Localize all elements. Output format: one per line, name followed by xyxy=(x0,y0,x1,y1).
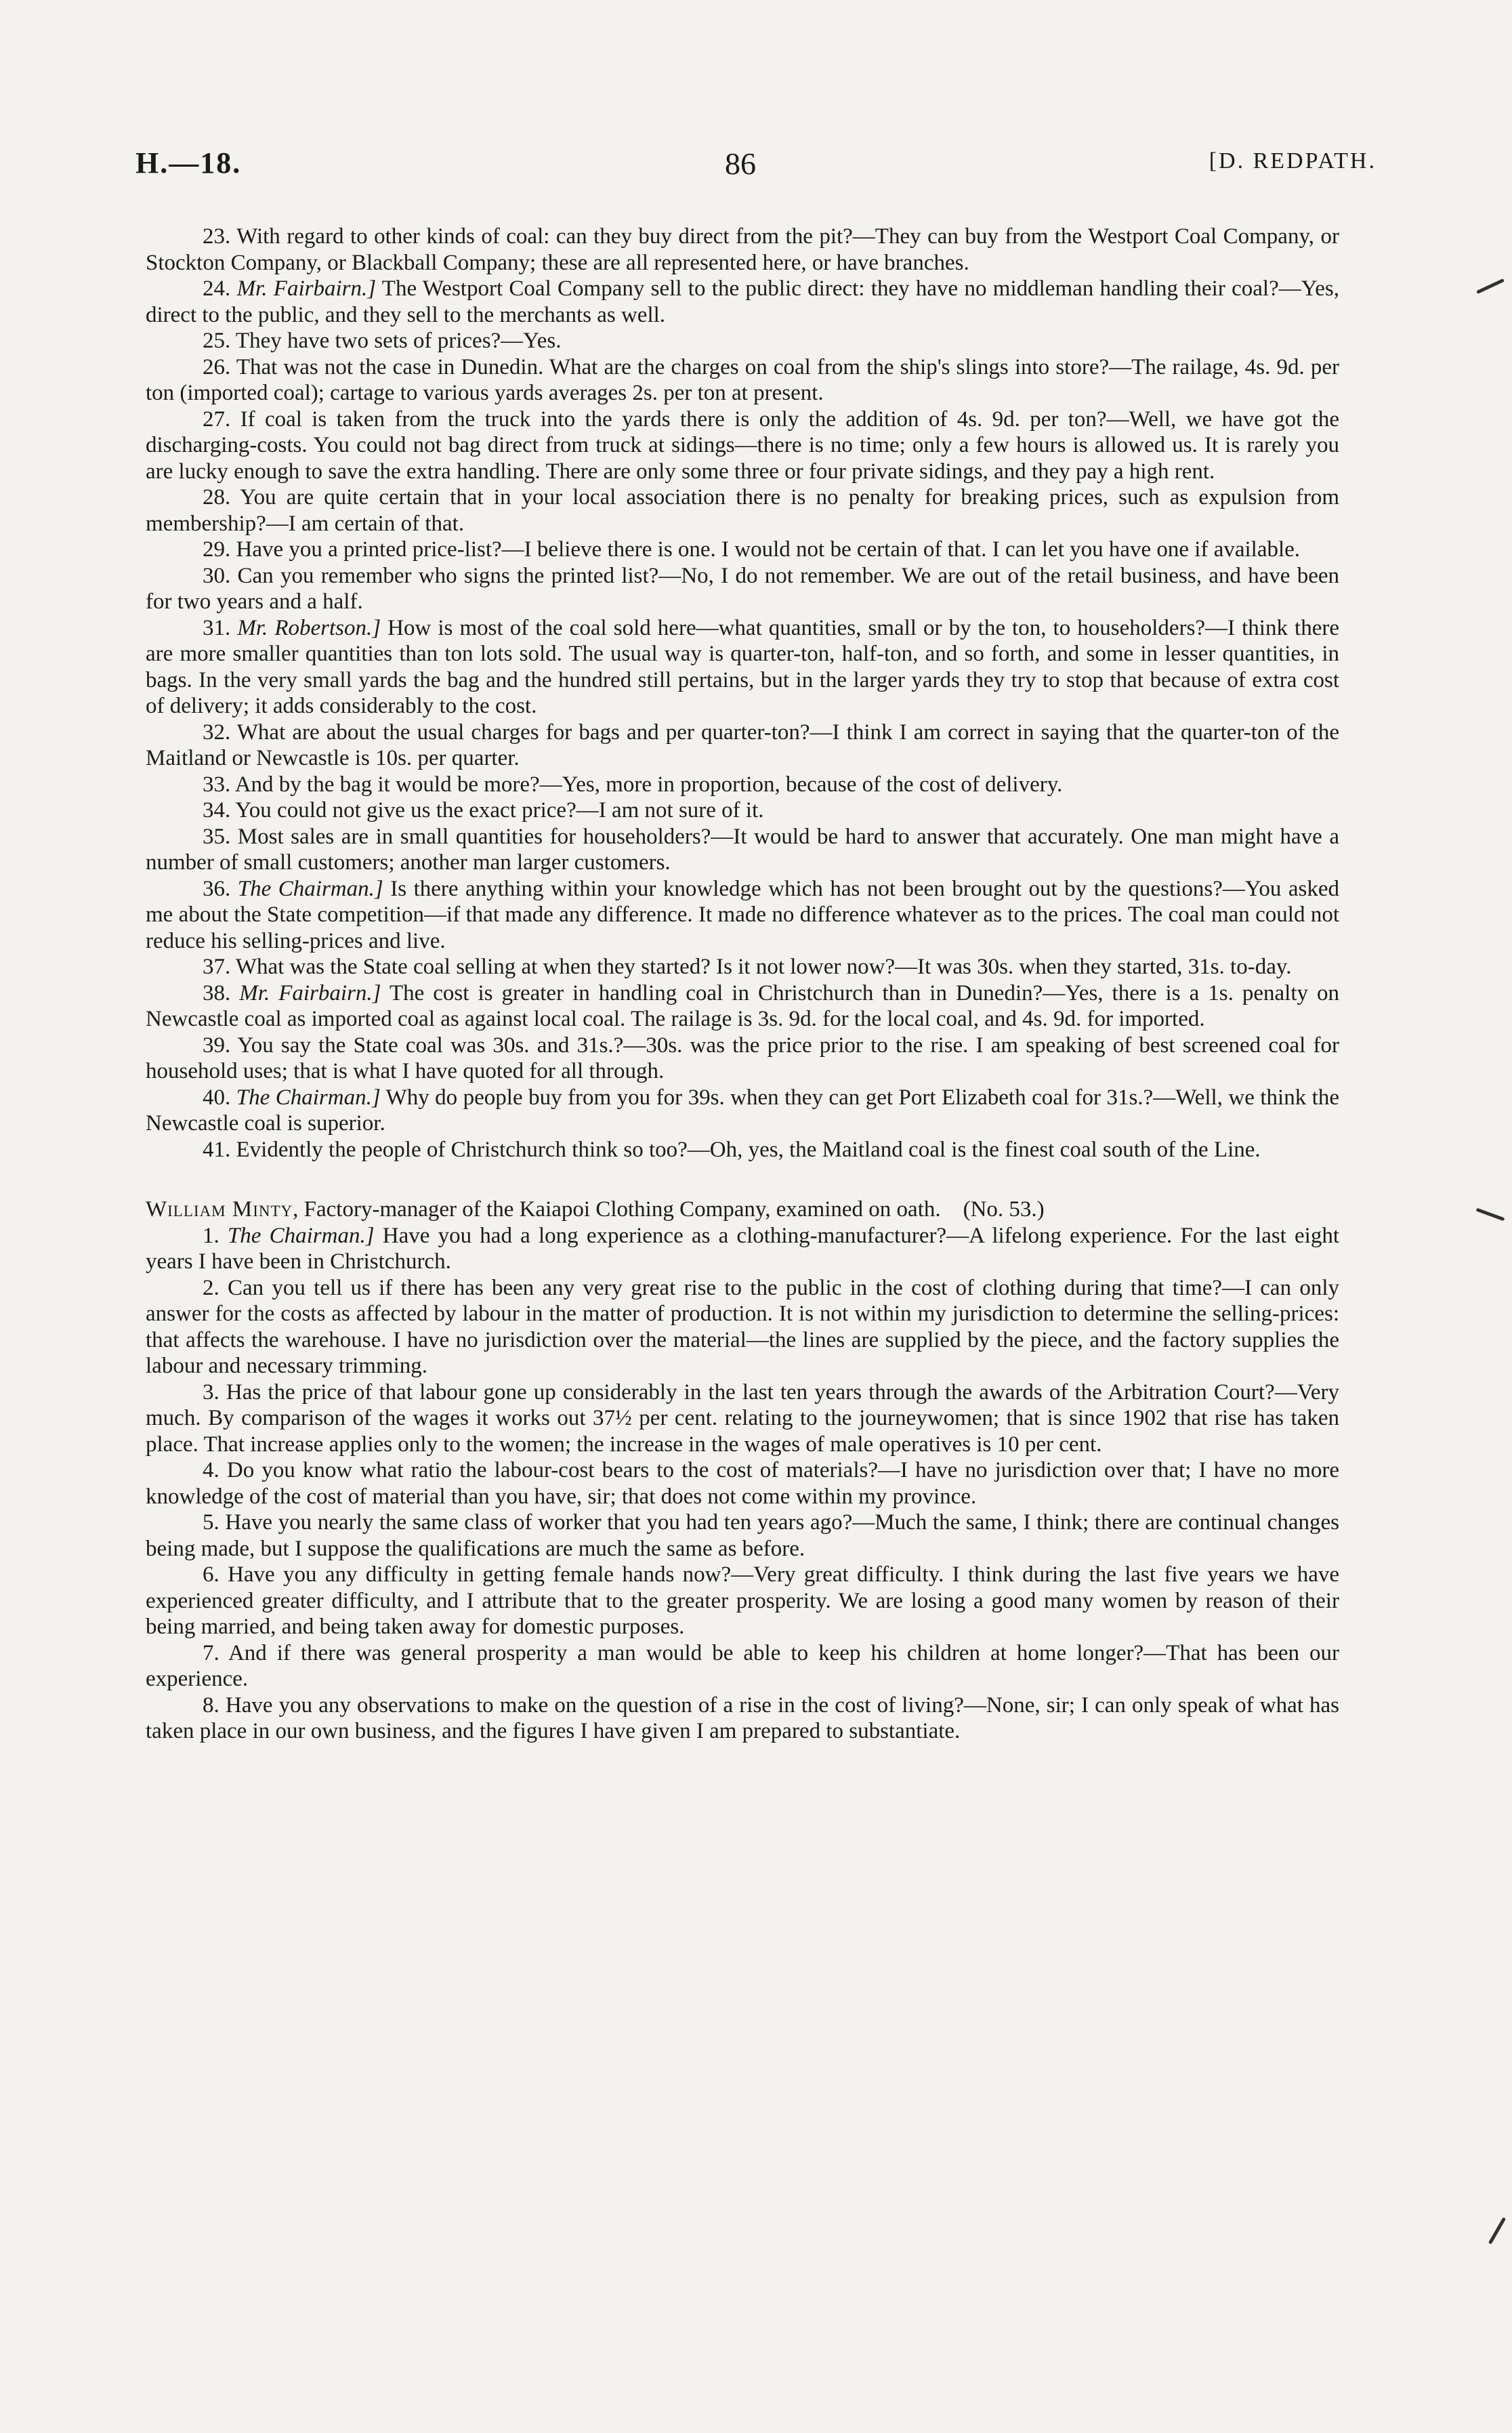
question-answer-text: Have you a printed price-list?—I believe there is one. I would not be certain of that. I can let you have one if available. xyxy=(236,537,1301,562)
question-answer-text: You are quite certain that in your local association there is no penalty for breaking prices, such as expulsion from membership?—I am certain of that. xyxy=(146,485,1339,536)
qa-paragraph xyxy=(146,797,1339,824)
question-answer-text: Can you remember who signs the printed list?—No, I do not remember. We are out of the retail business, and have been for two years and a half. xyxy=(146,563,1340,614)
question-number: 28. xyxy=(203,485,231,510)
qa-paragraph xyxy=(146,1223,1339,1275)
margin-mark xyxy=(1476,278,1505,294)
qa-paragraph xyxy=(146,980,1339,1033)
qa-paragraph xyxy=(146,720,1339,772)
question-number: 5. xyxy=(203,1510,219,1535)
qa-paragraph xyxy=(146,1379,1339,1458)
qa-paragraph xyxy=(146,1137,1339,1163)
question-answer-text: Why do people buy from you for 39s. when they can get Port Elizabeth coal for 31s.?—Well, we think the Newcastle coal is superior. xyxy=(146,1085,1339,1136)
qa-paragraph xyxy=(146,276,1339,328)
question-answer-text: Have you any observations to make on the question of a rise in the cost of living?—None, sir; I can only speak of what has taken place in our own business, and the figures I have given I am prepared to substantiate. xyxy=(146,1692,1340,1743)
evidence-body xyxy=(146,224,1339,1745)
question-answer-text: That was not the case in Dunedin. What are the charges on coal from the ship's slings into store?—The railage, 4s. 9d. per ton (imported coal); cartage to various yards averages 2s. per ton at present. xyxy=(146,354,1339,405)
qa-paragraph xyxy=(146,328,1339,354)
speaker-label: The Chairman.] xyxy=(237,876,383,901)
margin-mark xyxy=(1475,1208,1505,1222)
report-code: H.—18. xyxy=(135,146,242,180)
question-answer-text: Have you nearly the same class of worker that you had ten years ago?—Much the same, I think; there are continual changes being made, but I suppose the qualifications are much the same as before. xyxy=(146,1510,1340,1561)
qa-paragraph xyxy=(146,1510,1339,1562)
qa-paragraph xyxy=(146,824,1339,876)
question-number: 39. xyxy=(203,1033,231,1058)
question-number: 25. xyxy=(203,329,231,353)
qa-paragraph xyxy=(146,876,1339,955)
question-number: 23. xyxy=(203,224,231,249)
question-answer-text: What are about the usual charges for bags and per quarter-ton?—I think I am correct in saying that the quarter-ton of the Maitland or Newcastle is 10s. per quarter. xyxy=(146,720,1339,770)
question-number: 7. xyxy=(203,1640,219,1665)
question-number: 24. xyxy=(203,276,231,301)
question-answer-text: You say the State coal was 30s. and 31s.?—30s. was the price prior to the rise. I am speaking of best screened coal for household uses; that is what I have quoted for all through. xyxy=(146,1033,1339,1083)
question-number: 37. xyxy=(203,955,231,979)
question-answer-text: The cost is greater in handling coal in Christchurch than in Dunedin?—Yes, there is a 1s. penalty on Newcastle coal as imported coal as against local coal. The railage is 3s. 9d. for the local coal, and 4s. 9d. for imported. xyxy=(146,980,1340,1031)
question-answer-text: Have you any difficulty in getting female hands now?—Very great difficulty. I think during the last five years we have experienced greater difficulty, and I attribute that to the greater prosperity. We are losing a good many women by reason of their being married, and being taken away for domestic purposes. xyxy=(146,1562,1340,1639)
question-answer-text: They have two sets of prices?—Yes. xyxy=(235,329,562,353)
question-answer-text: Most sales are in small quantities for householders?—It would be hard to answer that accurately. One man might have a number of small customers; another man larger customers. xyxy=(146,824,1339,875)
question-number: 32. xyxy=(203,720,231,745)
speaker-label: Mr. Fairbairn.] xyxy=(239,980,381,1005)
qa-paragraph xyxy=(146,1562,1339,1640)
question-answer-text: And by the bag it would be more?—Yes, more in proportion, because of the cost of delivery. xyxy=(234,772,1063,797)
question-answer-text: You could not give us the exact price?—I am not sure of it. xyxy=(235,798,764,823)
qa-paragraph xyxy=(146,1033,1339,1085)
question-number: 36. xyxy=(203,876,231,901)
question-number: 8. xyxy=(203,1692,219,1718)
qa-paragraph xyxy=(146,563,1339,615)
question-answer-text: With regard to other kinds of coal: can they buy direct from the pit?—They can buy from the Westport Coal Company, or Stockton Company, or Blackball Company; these are all represented here, or have branches. xyxy=(146,224,1340,275)
qa-paragraph xyxy=(146,1085,1339,1137)
question-number: 40. xyxy=(203,1085,231,1110)
qa-paragraph xyxy=(146,954,1339,980)
question-answer-text: The Westport Coal Company sell to the public direct: they have no middleman handling their coal?—Yes, direct to the public, and they sell to the merchants as well. xyxy=(146,276,1339,327)
question-number: 34. xyxy=(203,798,231,823)
question-number: 4. xyxy=(203,1458,219,1482)
question-answer-text: Have you had a long experience as a clothing-manufacturer?—A lifelong experience. For the last eight years I have been in Christchurch. xyxy=(146,1223,1340,1274)
witness-heading xyxy=(146,1197,1339,1223)
question-number: 33. xyxy=(203,772,231,797)
qa-paragraph xyxy=(146,1275,1339,1379)
question-number: 6. xyxy=(203,1562,219,1587)
qa-paragraph xyxy=(146,354,1339,407)
speaker-label: Mr. Robertson.] xyxy=(237,615,381,640)
question-number: 3. xyxy=(203,1379,219,1405)
question-number: 27. xyxy=(203,407,231,432)
qa-paragraph xyxy=(146,1640,1339,1692)
redpath-evidence xyxy=(146,224,1339,1163)
question-answer-text: How is most of the coal sold here—what quantities, small or by the ton, to householders?—I think there are more smaller quantities than ton lots sold. The usual way is quarter-ton, half-ton, and so forth, and some in lesser quantities, in bags. In the very small yards the bag and the hundred still pertains, but in the larger yards they try to stop that because of extra cost of delivery; it adds considerably to the cost. xyxy=(146,615,1339,718)
witness-name: William Minty xyxy=(146,1197,293,1222)
question-answer-text: Has the price of that labour gone up considerably in the last ten years through the awards of the Arbitration Court?—Very much. By comparison of the wages it works out 37½ per cent. relating to the journeywomen; that is since 1902 that rise has taken place. That increase applies only to the women; the increase in the wages of male operatives is 10 per cent. xyxy=(146,1379,1340,1457)
qa-paragraph xyxy=(146,484,1339,537)
witness-description: , Factory-manager of the Kaiapoi Clothing Company, examined on oath. xyxy=(293,1197,941,1222)
witness-running-head: [D. REDPATH. xyxy=(1209,148,1377,173)
question-number: 26. xyxy=(203,354,231,379)
question-answer-text: If coal is taken from the truck into the yards there is only the addition of 4s. 9d. per ton?—Well, we have got the discharging-costs. You could not bag direct from truck at sidings—there is no time; only a few hours is allowed us. It is rarely you are lucky enough to save the extra handling. There are only some three or four private sidings, and they pay a high rent. xyxy=(146,407,1339,484)
margin-mark xyxy=(1488,2217,1506,2245)
question-number: 31. xyxy=(203,615,231,640)
qa-paragraph xyxy=(146,537,1339,563)
speaker-label: The Chairman.] xyxy=(227,1223,375,1248)
question-answer-text: Is there anything within your knowledge which has not been brought out by the questions?—You asked me about the State competition—if that made any difference. It made no difference whatever as to the prices. The coal man could not reduce his selling-prices and live. xyxy=(146,876,1340,953)
witness-number: (No. 53.) xyxy=(963,1197,1045,1222)
question-answer-text: And if there was general prosperity a man would be able to keep his children at home longer?—That has been our experience. xyxy=(146,1640,1339,1691)
question-answer-text: What was the State coal selling at when they started? Is it not lower now?—It was 30s. when they started, 31s. to-day. xyxy=(235,955,1292,979)
question-number: 35. xyxy=(203,824,231,849)
question-answer-text: Do you know what ratio the labour-cost bears to the cost of materials?—I have no jurisdiction over that; I have no more knowledge of the cost of material than you have, sir; that does not come within my province. xyxy=(146,1458,1339,1509)
question-number: 38. xyxy=(203,980,231,1005)
qa-paragraph xyxy=(146,1457,1339,1510)
qa-paragraph xyxy=(146,407,1339,485)
qa-paragraph xyxy=(146,772,1339,798)
question-number: 1. xyxy=(203,1223,219,1248)
question-number: 30. xyxy=(203,563,231,588)
qa-paragraph xyxy=(146,615,1339,720)
minty-evidence xyxy=(146,1223,1339,1745)
question-number: 41. xyxy=(203,1137,231,1162)
speaker-label: Mr. Fairbairn.] xyxy=(236,276,377,301)
qa-paragraph xyxy=(146,1692,1339,1745)
question-number: 2. xyxy=(203,1275,219,1300)
page-header xyxy=(135,146,1377,193)
question-number: 29. xyxy=(203,537,231,562)
question-answer-text: Evidently the people of Christchurch think so too?—Oh, yes, the Maitland coal is the finest coal south of the Line. xyxy=(236,1137,1261,1162)
page-number: 86 xyxy=(725,146,756,181)
speaker-label: The Chairman.] xyxy=(236,1085,381,1110)
qa-paragraph xyxy=(146,224,1339,276)
question-answer-text: Can you tell us if there has been any very great rise to the public in the cost of clothing during that time?—I can only answer for the costs as affected by labour in the matter of production. It is not within my jurisdiction to determine the selling-prices: that affects the warehouse. I have no jurisdiction over the material—the lines are supplied by the piece, and the factory supplies the labour and necessary trimming. xyxy=(146,1275,1339,1378)
